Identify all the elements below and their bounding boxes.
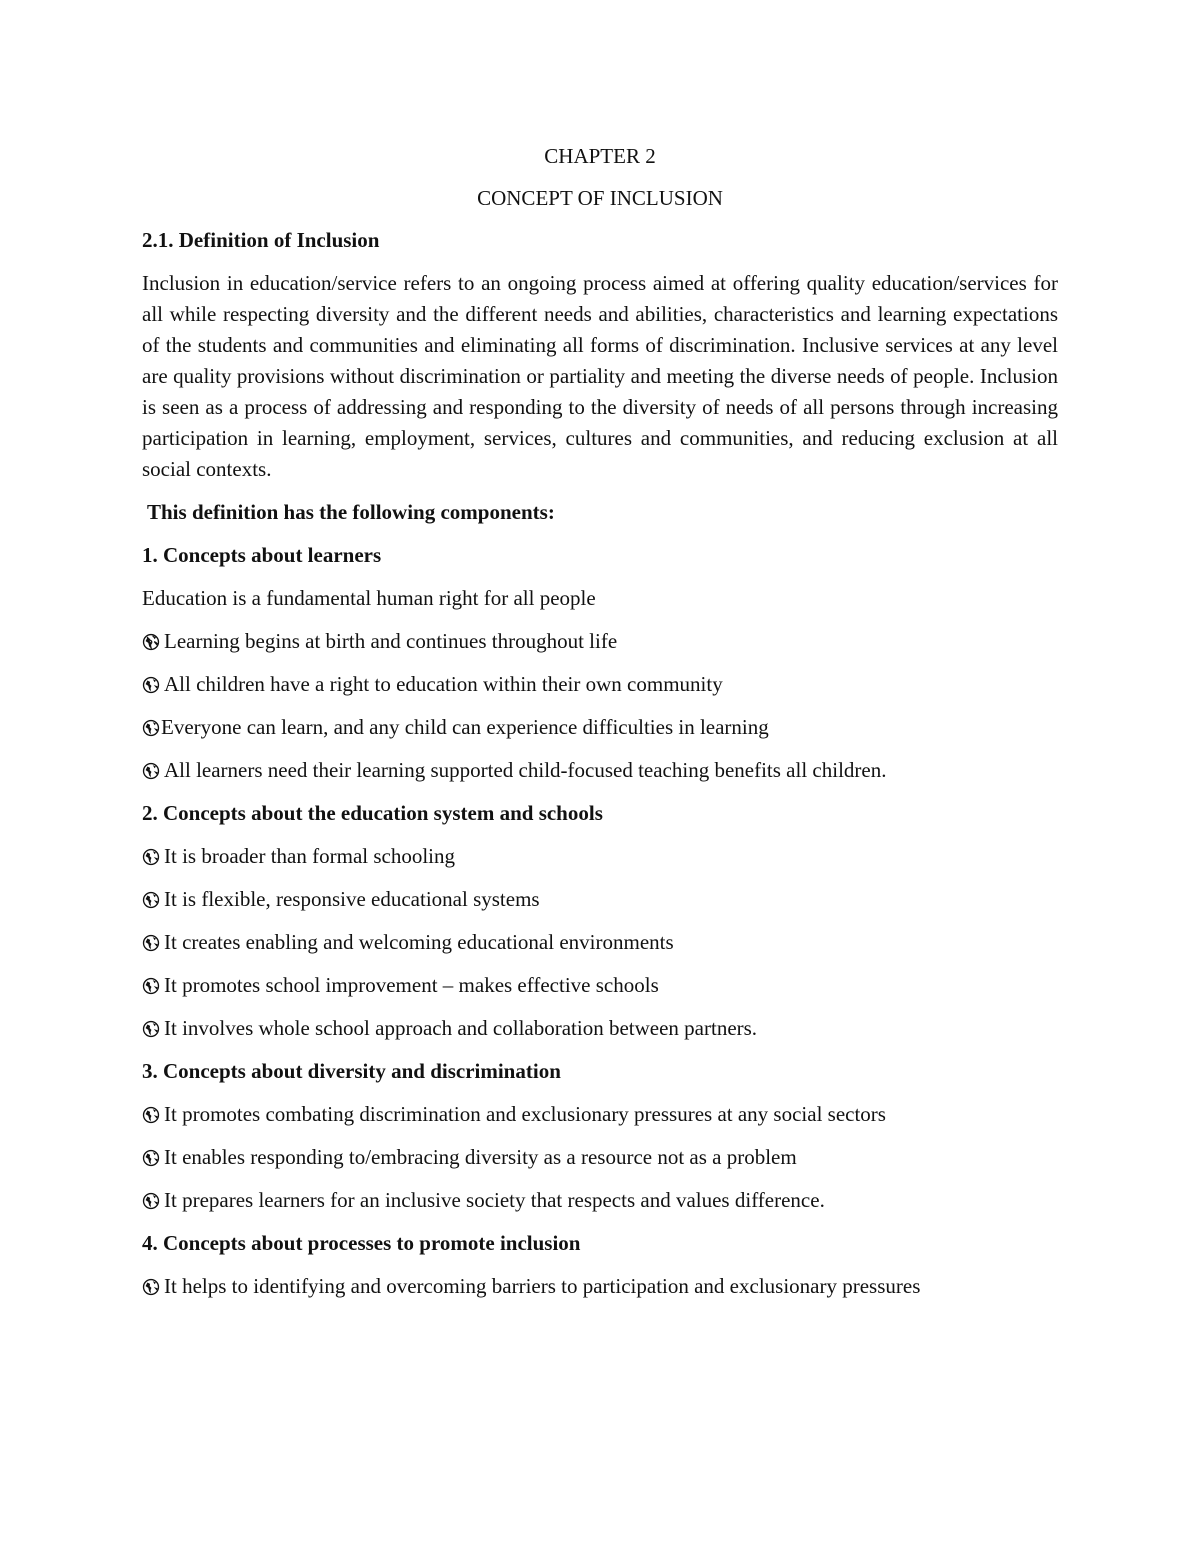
section-heading-learners: 1. Concepts about learners: [142, 543, 382, 567]
globe-icon: [142, 633, 160, 651]
globe-icon: [142, 676, 160, 694]
section-heading-processes: 4. Concepts about processes to promote inclusion: [142, 1231, 581, 1255]
globe-icon: [142, 719, 160, 737]
bullet-text: All children have a right to education within their own community: [164, 672, 723, 696]
bullet-text: All learners need their learning supported child-focused teaching benefits all children.: [164, 758, 887, 782]
bullet-item: [142, 927, 1058, 958]
components-heading: This definition has the following components:: [147, 500, 555, 524]
globe-icon: [142, 1149, 160, 1167]
section-intro-learners: Education is a fundamental human right for all people: [142, 586, 596, 610]
definition-paragraph: Inclusion in education/service refers to an ongoing process aimed at offering quality education/services for all while respecting diversity and the different needs and abilities, characteristics and learning expectations of the students and communities and eliminating all forms of discrimination. Inclusive services at any level are quality provisions without discrimination or partiality and meeting the diverse needs of people. Inclusion is seen as a process of addressing and responding to the diversity of needs of all persons through increasing participation in learning, employment, services, cultures and communities, and reducing exclusion at all social contexts.: [142, 271, 1058, 481]
globe-icon: [142, 848, 160, 866]
bullet-item: [142, 1013, 1058, 1044]
bullet-item: [142, 1185, 1058, 1216]
bullet-text: It involves whole school approach and collaboration between partners.: [164, 1016, 758, 1040]
globe-icon: [142, 1192, 160, 1210]
chapter-title: CONCEPT OF INCLUSION: [477, 186, 723, 210]
bullet-item: [142, 841, 1058, 872]
section-heading-education-system: 2. Concepts about the education system and schools: [142, 801, 603, 825]
document-content: [142, 141, 1058, 1314]
bullet-text: It promotes school improvement – makes effective schools: [164, 973, 659, 997]
bullet-item: [142, 1142, 1058, 1173]
bullet-text: It is flexible, responsive educational systems: [164, 887, 540, 911]
bullet-text: It is broader than formal schooling: [164, 844, 456, 868]
globe-icon: [142, 762, 160, 780]
bullet-item: [142, 1271, 1058, 1302]
bullet-text: It creates enabling and welcoming educational environments: [164, 930, 674, 954]
globe-icon: [142, 1278, 160, 1296]
globe-icon: [142, 934, 160, 952]
globe-icon: [142, 1106, 160, 1124]
bullet-text: It helps to identifying and overcoming barriers to participation and exclusionary pressures: [164, 1274, 921, 1298]
section-heading-diversity: 3. Concepts about diversity and discrimination: [142, 1059, 561, 1083]
bullet-item: [142, 669, 1058, 700]
chapter-label: CHAPTER 2: [544, 144, 656, 168]
bullet-text: Learning begins at birth and continues throughout life: [164, 629, 618, 653]
globe-icon: [142, 977, 160, 995]
bullet-text: It prepares learners for an inclusive society that respects and values difference.: [164, 1188, 825, 1212]
bullet-text: It promotes combating discrimination and exclusionary pressures at any social sectors: [164, 1102, 886, 1126]
bullet-item: [142, 884, 1058, 915]
bullet-item: [142, 1099, 1058, 1130]
bullet-item: [142, 970, 1058, 1001]
bullet-item: [142, 755, 1058, 786]
bullet-item: [142, 626, 1058, 657]
globe-icon: [142, 1020, 160, 1038]
section-heading-definition: 2.1. Definition of Inclusion: [142, 228, 380, 252]
bullet-text: Everyone can learn, and any child can experience difficulties in learning: [161, 715, 769, 739]
bullet-text: It enables responding to/embracing diversity as a resource not as a problem: [164, 1145, 797, 1169]
bullet-item: [142, 712, 1058, 743]
globe-icon: [142, 891, 160, 909]
